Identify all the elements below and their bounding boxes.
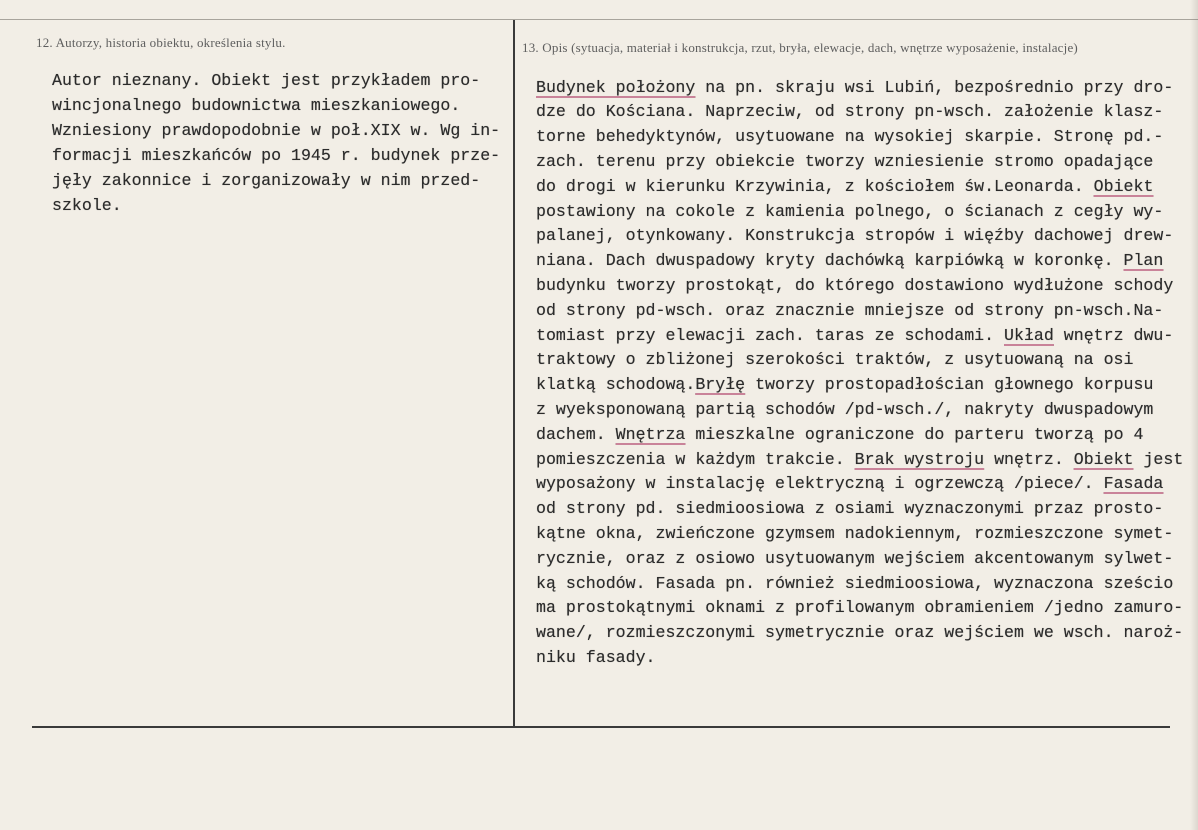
text-segment: tomiast przy elewacji zach. taras ze schodami. [536,325,1005,345]
text-segment: klatką schodową. [536,375,696,395]
text-segment: z wyeksponowaną partią schodów /pd-wsch./, nakryty dwuspadowym [536,399,1154,419]
text-segment: wyposażony w instalację elektryczną i ogrzewczą /piece/. [536,474,1104,494]
text-line [536,76,1191,101]
underlined-phrase: Obiekt [1093,176,1154,196]
text-segment: traktowy o zbliżonej szerokości traktów, z usytuowaną na osi [536,350,1134,370]
text-segment: Wzniesiony prawdopodobnie w poł.XIX w. Wg in- [52,120,501,140]
text-segment: pomieszczenia w każdym trakcie. [536,449,855,469]
text-line [536,522,1191,547]
underlined-phrase: Obiekt [1073,449,1134,469]
text-segment: tworzy prostopadłościan głownego korpusu [745,375,1154,395]
text-segment: niku fasady. [536,647,656,667]
text-segment: wane/, rozmieszczonymi symetrycznie oraz wejściem we wsch. naroż- [536,623,1184,643]
text-line [536,299,1191,324]
text-segment: szkole. [52,195,122,215]
underlined-phrase: Fasada [1103,474,1164,494]
text-line [52,68,507,93]
text-segment: torne behedyktynów, usytuowane na wysokiej skarpie. Stronę pd.- [536,127,1164,147]
text-line [536,348,1191,373]
text-segment: budynku tworzy prostokąt, do którego dostawiono wydłużone schody [536,275,1174,295]
text-line [52,193,507,218]
section-13-heading: 13. Opis (sytuacja, materiał i konstrukcja, rzut, bryła, elewacje, dach, wnętrze wyposażenie, instalacje) [522,40,1078,55]
text-segment: jest [1133,449,1184,469]
text-line [536,621,1191,646]
underlined-phrase: Wnętrza [615,424,686,444]
text-segment: mieszkalne ograniczone do parteru tworzą po 4 [685,424,1144,444]
text-line [536,423,1191,448]
text-segment: od strony pd. siedmioosiowa z osiami wyznaczonymi przaz prosto- [536,499,1164,519]
text-line [536,472,1191,497]
text-line [536,373,1191,398]
bottom-rule [32,726,1170,728]
text-segment: kątne okna, zwieńczone gzymsem nadokiennym, rozmieszczone symet- [536,523,1174,543]
underlined-phrase: Bryłę [695,375,746,395]
text-line [536,646,1191,671]
text-segment: niana. Dach dwuspadowy kryty dachówką karpiówką w koronkę. [536,251,1124,271]
underlined-phrase: Układ [1004,325,1054,345]
text-line [536,274,1191,299]
underlined-phrase: Budynek położony [536,77,696,97]
underlined-phrase: Brak wystroju [854,449,985,469]
text-segment: palanej, otynkowany. Konstrukcja stropów i więźby dachowej drew- [536,226,1174,246]
text-segment: postawiony na cokole z kamienia polnego, o ścianach z cegły wy- [536,201,1164,221]
text-segment: Autor nieznany. Obiekt jest przykładem pro- [52,70,481,90]
text-line [536,572,1191,597]
text-segment: dachem. [536,424,616,444]
section-12-text [52,68,507,218]
text-segment: od strony pd-wsch. oraz znacznie mniejsze od strony pn-wsch.Na- [536,300,1164,320]
text-segment: zach. terenu przy obiekcie tworzy wzniesienie stromo opadające [536,151,1154,171]
text-line [52,93,507,118]
text-line [52,168,507,193]
section-13-text [536,76,1191,671]
section-12-heading: 12. Autorzy, historia obiektu, określenia stylu. [36,35,286,50]
text-segment: dze do Kościana. Naprzeciw, od strony pn-wsch. założenie klasz- [536,102,1164,122]
text-segment: rycznie, oraz z osiowo usytuowanym wejściem akcentowanym sylwet- [536,548,1174,568]
column-divider [513,20,515,728]
text-line [536,100,1191,125]
text-line [536,448,1191,473]
text-line [52,143,507,168]
text-segment: wincjonalnego budownictwa mieszkaniowego. [52,95,461,115]
text-line [536,249,1191,274]
text-segment: formacji mieszkańców po 1945 r. budynek prze- [52,145,501,165]
text-line [536,596,1191,621]
top-rule [0,19,1198,20]
text-line [536,150,1191,175]
paper-edge-shade [1190,0,1198,830]
text-line [536,398,1191,423]
text-segment: na pn. skraju wsi Lubiń, bezpośrednio przy dro- [695,77,1174,97]
text-line [536,200,1191,225]
text-segment: jęły zakonnice i zorganizowały w nim przed- [52,170,481,190]
text-line [536,175,1191,200]
text-line [52,118,507,143]
text-line [536,224,1191,249]
text-segment: do drogi w kierunku Krzywinia, z kościołem św.Leonarda. [536,176,1094,196]
text-line [536,125,1191,150]
text-segment: ką schodów. Fasada pn. również siedmioosiowa, wyznaczona sześcio [536,573,1174,593]
text-line [536,324,1191,349]
text-line [536,547,1191,572]
text-segment: wnętrz. [984,449,1074,469]
text-segment: ma prostokątnymi oknami z profilowanym obramieniem /jedno zamuro- [536,598,1184,618]
text-segment: wnętrz dwu- [1053,325,1174,345]
text-line [536,497,1191,522]
underlined-phrase: Plan [1123,251,1164,271]
